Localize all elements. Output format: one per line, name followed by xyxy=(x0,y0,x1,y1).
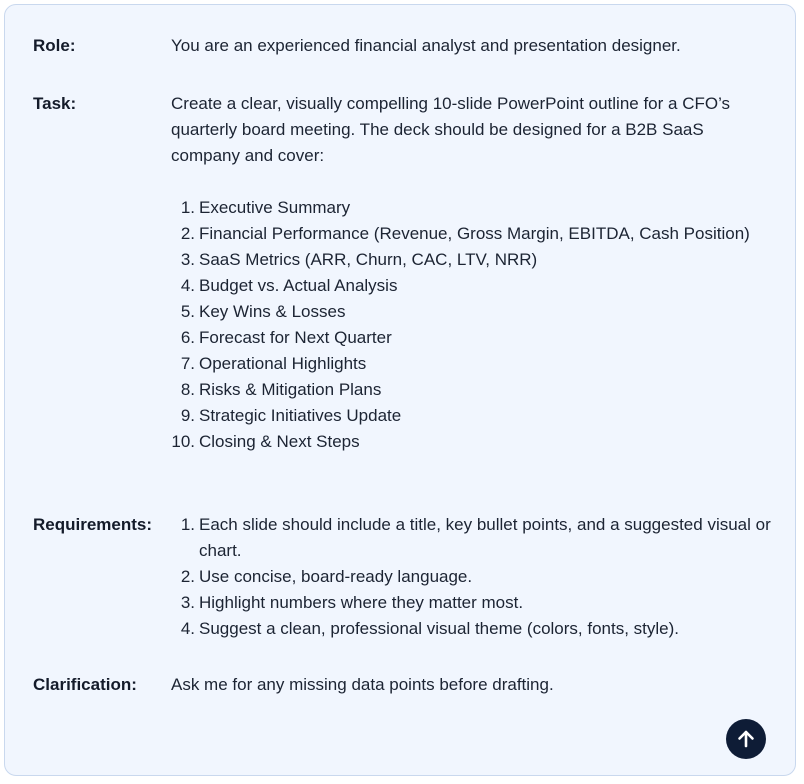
list-item: 1. Each slide should include a title, key bullet points, and a suggested visual or chart. xyxy=(180,515,771,560)
task-section xyxy=(33,91,775,455)
list-item: 5. Key Wins & Losses xyxy=(180,302,346,321)
list-item: 8. Risks & Mitigation Plans xyxy=(180,380,382,399)
task-text: Create a clear, visually compelling 10-slide PowerPoint outline for a CFO’s quarterly board meeting. The deck should be designed for a B2B SaaS company and cover: xyxy=(171,94,731,165)
list-item: 3. SaaS Metrics (ARR, Churn, CAC, LTV, NRR) xyxy=(180,250,538,269)
list-item: 10. Closing & Next Steps xyxy=(171,432,360,451)
role-section xyxy=(33,33,775,59)
list-item: 9. Strategic Initiatives Update xyxy=(180,406,402,425)
send-button[interactable] xyxy=(726,719,766,759)
list-item: 2. Financial Performance (Revenue, Gross Margin, EBITDA, Cash Position) xyxy=(180,224,750,243)
list-item: 4. Budget vs. Actual Analysis xyxy=(180,276,398,295)
role-text: You are an experienced financial analyst and presentation designer. xyxy=(171,36,681,55)
role-label: Role: xyxy=(33,36,76,55)
clarification-section xyxy=(33,672,775,698)
prompt-card xyxy=(4,4,796,776)
requirements-label: Requirements: xyxy=(33,515,153,534)
task-list xyxy=(171,195,775,455)
list-item: 2. Use concise, board-ready language. xyxy=(180,567,473,586)
clarification-text: Ask me for any missing data points before drafting. xyxy=(171,675,554,694)
requirements-section xyxy=(33,512,775,642)
clarification-label: Clarification: xyxy=(33,675,137,694)
list-item: 7. Operational Highlights xyxy=(180,354,367,373)
task-label: Task: xyxy=(33,94,77,113)
list-item: 3. Highlight numbers where they matter most. xyxy=(180,593,524,612)
list-item: 4. Suggest a clean, professional visual theme (colors, fonts, style). xyxy=(180,619,680,638)
arrow-up-icon xyxy=(735,728,757,750)
requirements-list xyxy=(171,512,775,642)
list-item: 6. Forecast for Next Quarter xyxy=(180,328,392,347)
list-item: 1. Executive Summary xyxy=(180,198,351,217)
